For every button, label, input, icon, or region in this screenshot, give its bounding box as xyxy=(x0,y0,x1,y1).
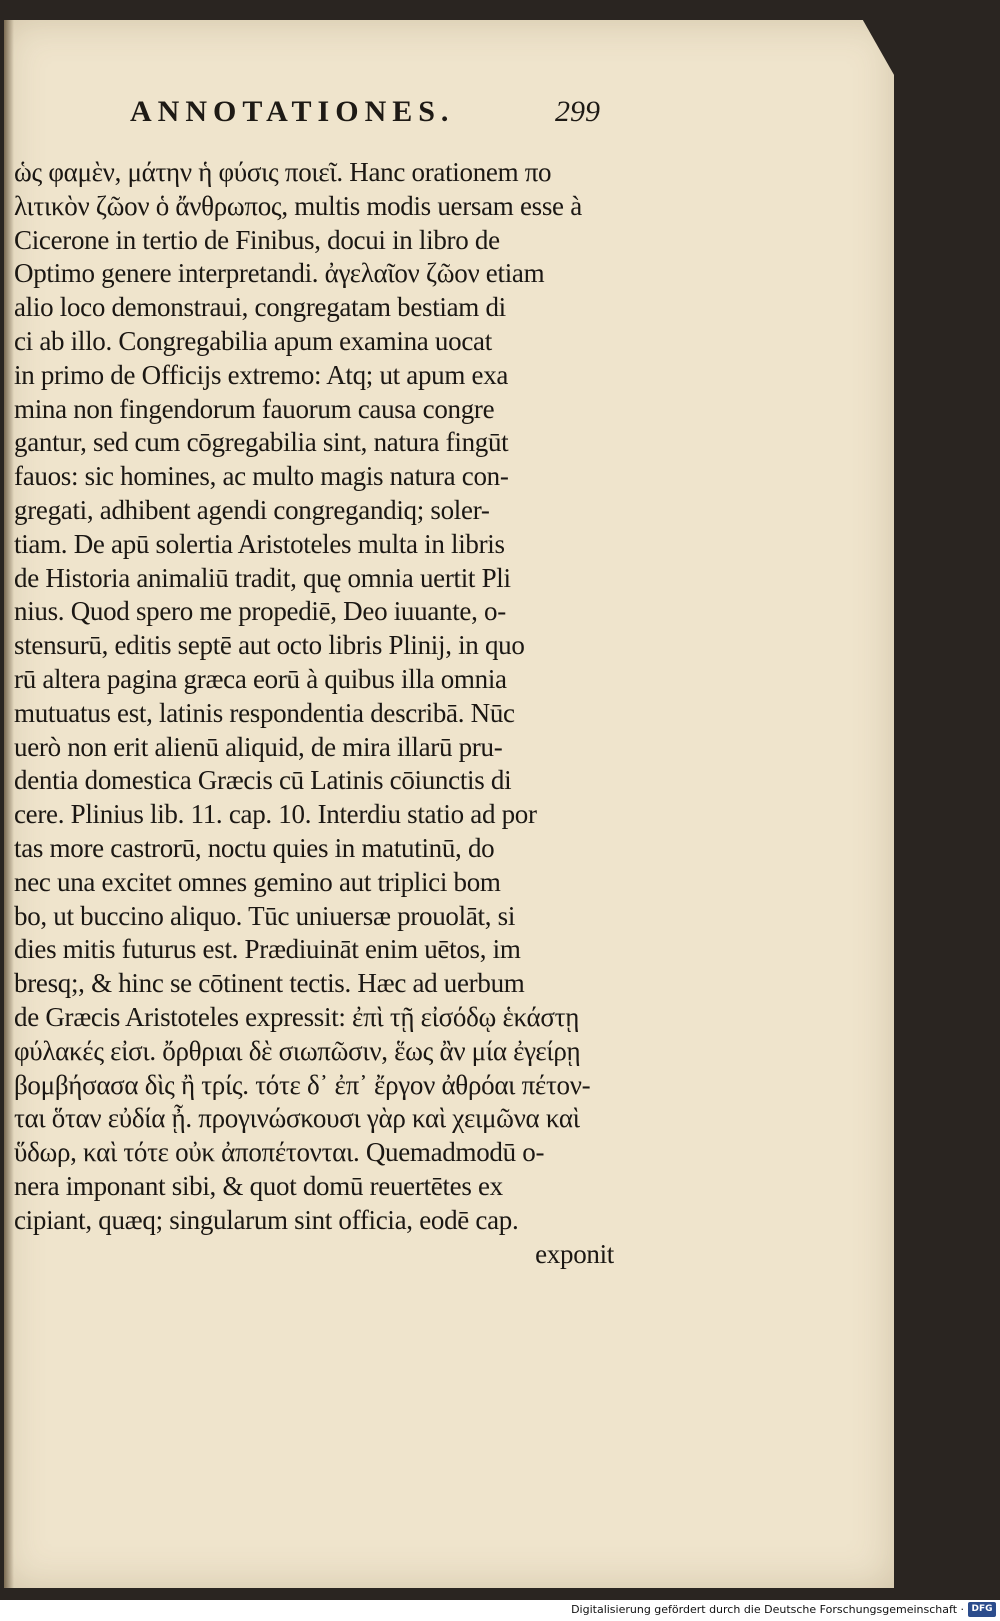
footer-bar xyxy=(0,1600,1000,1621)
page-number: 299 xyxy=(555,95,600,128)
text-line: alio loco demonstraui, congregatam bestiam di xyxy=(14,292,506,323)
text-line: bo, ut buccino aliquo. Tūc uniuersæ prouolāt, si xyxy=(14,900,516,931)
running-head: ANNOTATIONES. xyxy=(130,95,455,128)
text-line: nius. Quod spero me propediē, Deo iuuante, o- xyxy=(14,596,506,627)
text-line: Cicerone in tertio de Finibus, docui in libro de xyxy=(14,224,500,255)
text-line: dies mitis futurus est. Prædiuināt enim uētos, im xyxy=(14,934,521,965)
text-line: φύλακές εἰσι. ὄρθριαι δὲ σιωπῶσιν, ἕως ἂν μία ἐγείρῃ xyxy=(14,1035,581,1066)
text-line: Optimo genere interpretandi. ἀγελαῖον ζῶον etiam xyxy=(14,258,545,289)
text-line: de Græcis Aristoteles expressit: ἐπὶ τῇ εἰσόδῳ ἑκάστῃ xyxy=(14,1001,580,1032)
text-line: ται ὅταν εὐδία ᾖ. προγινώσκουσι γὰρ καὶ χειμῶνα καὶ xyxy=(14,1103,580,1134)
text-line: tiam. De apū solertia Aristoteles multa in libris xyxy=(14,528,505,559)
text-line: uerò non erit alienū aliquid, de mira illarū pru- xyxy=(14,731,503,762)
text-line: ὡς φαμὲν, μάτην ἡ φύσις ποιεῖ. Hanc orationem πο xyxy=(14,157,552,187)
funding-credit: Digitalisierung gefördert durch die Deutsche Forschungsgemeinschaft · xyxy=(571,1603,964,1616)
text-line: rū altera pagina græca eorū à quibus illa omnia xyxy=(14,663,507,694)
text-line: ὕδωρ, καὶ τότε οὐκ ἀποπέτονται. Quemadmodū o- xyxy=(14,1137,545,1168)
text-line: mutuatus est, latinis respondentia describā. Nūc xyxy=(14,697,515,728)
text-line: βομβήσασα δὶς ἢ τρίς. τότε δ᾽ ἐπ᾽ ἔργον ἀθρόαι πέτον- xyxy=(14,1069,591,1100)
text-line: fauos: sic homines, ac multo magis natura con- xyxy=(14,461,509,492)
text-line: nera imponant sibi, & quot domū reuertētes ex xyxy=(14,1170,503,1201)
text-line: ci ab illo. Congregabilia apum examina uocat xyxy=(14,325,492,356)
text-line: dentia domestica Græcis cū Latinis cōiunctis di xyxy=(14,765,512,796)
text-line: tas more castrorū, noctu quies in matutinū, do xyxy=(14,832,495,863)
text-line: bresq;, & hinc se cōtinent tectis. Hæc ad uerbum xyxy=(14,968,525,999)
page-gutter-shadow xyxy=(4,20,14,1588)
text-line: gantur, sed cum cōgregabilia sint, natura fingūt xyxy=(14,427,509,458)
text-line: in primo de Officijs extremo: Atq; ut apum exa xyxy=(14,359,509,390)
text-line: stensurū, editis septē aut octo libris Plinij, in quo xyxy=(14,630,525,661)
text-line: nec una excitet omnes gemino aut triplici bom xyxy=(14,866,501,897)
dfg-logo: DFG xyxy=(968,1602,996,1617)
text-line: exponit xyxy=(535,1238,614,1269)
text-line: λιτικὸν ζῶον ὁ ἄνθρωπος, multis modis uersam esse à xyxy=(14,190,582,221)
text-line: de Historia animaliū tradit, quę omnia uertit Pli xyxy=(14,562,511,593)
text-line: cipiant, quæq; singularum sint officia, eodē cap. xyxy=(14,1204,519,1235)
text-line: mina non fingendorum fauorum causa congre xyxy=(14,393,495,424)
text-line: cere. Plinius lib. 11. cap. 10. Interdiu statio ad por xyxy=(14,799,537,830)
body-text xyxy=(14,156,614,1271)
text-line: gregati, adhibent agendi congregandiq; soler- xyxy=(14,494,490,525)
